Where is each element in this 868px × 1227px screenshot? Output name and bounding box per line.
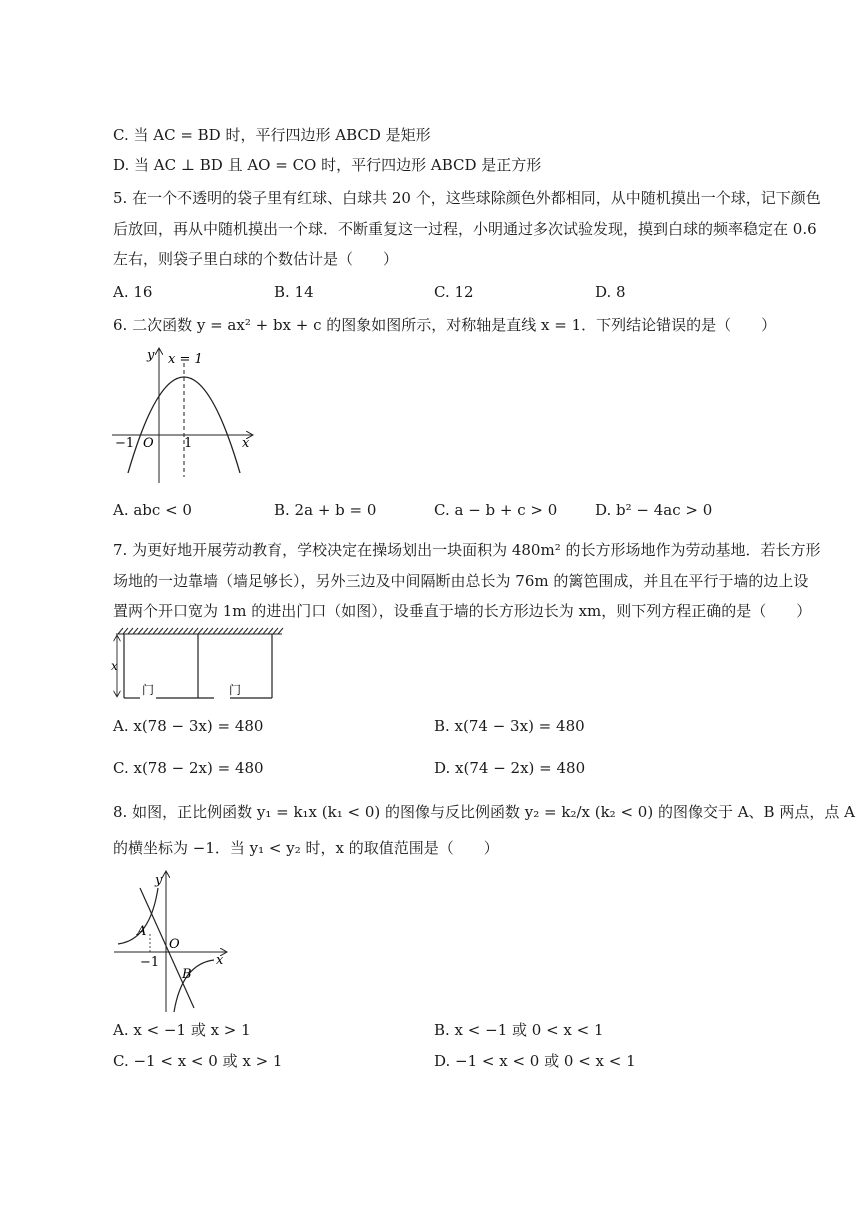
q7-hatch-mark bbox=[193, 628, 198, 634]
q7-text-line2: 场地的一边靠墙（墙足够长），另外三边及中间隔断由总长为 76m 的篱笆围成，并且在平行于墙的边上设 bbox=[113, 572, 809, 590]
q7-hatch-mark bbox=[148, 628, 153, 634]
q7-hatch-mark bbox=[183, 628, 188, 634]
q8-text-line2: 的横坐标为 −1．当 y₁ < y₂ 时，x 的取值范围是（ ） bbox=[113, 839, 499, 857]
q7-hatch-mark bbox=[133, 628, 138, 634]
q7-hatch-mark bbox=[263, 628, 268, 634]
q7-hatch-mark bbox=[253, 628, 258, 634]
q7-hatch-mark bbox=[168, 628, 173, 634]
q6-text: 6. 二次函数 y = ax² + bx + c 的图象如图所示，对称轴是直线 x = 1．下列结论错误的是（ ） bbox=[113, 316, 777, 334]
q7-hatch-mark bbox=[268, 628, 273, 634]
q5-option-a: A. 16 bbox=[113, 283, 153, 301]
q7-x-label: x bbox=[111, 659, 118, 673]
q6-neg-one-label: −1 bbox=[115, 436, 135, 451]
q8-y-label: y bbox=[155, 873, 163, 888]
q7-hatch-mark bbox=[213, 628, 218, 634]
q7-hatch-mark bbox=[228, 628, 233, 634]
q7-door1-label: 门 bbox=[142, 683, 155, 697]
q7-hatch-mark bbox=[203, 628, 208, 634]
q8-linear-line bbox=[140, 888, 194, 1008]
q7-hatch-mark bbox=[138, 628, 143, 634]
q7-hatch-mark bbox=[238, 628, 243, 634]
q7-hatch-mark bbox=[178, 628, 183, 634]
q7-hatch-mark bbox=[123, 628, 128, 634]
q7-hatch-mark bbox=[163, 628, 168, 634]
q8-point-b: B bbox=[182, 967, 192, 982]
q6-option-a: A. abc < 0 bbox=[113, 501, 192, 519]
q8-option-b: B. x < −1 或 0 < x < 1 bbox=[434, 1021, 604, 1039]
q7-hatch-mark bbox=[248, 628, 253, 634]
q7-option-a: A. x(78 − 3x) = 480 bbox=[113, 717, 264, 735]
q7-door2-label: 门 bbox=[229, 683, 242, 697]
q6-option-d: D. b² − 4ac > 0 bbox=[595, 501, 713, 519]
q5-option-c: C. 12 bbox=[434, 283, 474, 301]
q5-option-d: D. 8 bbox=[595, 283, 626, 301]
q7-hatch-mark bbox=[188, 628, 193, 634]
q7-hatch-mark bbox=[223, 628, 228, 634]
q8-hyperbola-right bbox=[174, 960, 214, 1012]
q7-hatch-mark bbox=[258, 628, 263, 634]
q7-hatch-mark bbox=[143, 628, 148, 634]
q4-option-d: D. 当 AC ⊥ BD 且 AO = CO 时，平行四边形 ABCD 是正方形 bbox=[113, 156, 542, 174]
q6-one-label: 1 bbox=[184, 436, 193, 451]
q7-enclosure-figure bbox=[110, 626, 290, 704]
q6-x-label: x bbox=[242, 436, 250, 451]
q7-option-d: D. x(74 − 2x) = 480 bbox=[434, 759, 586, 777]
q8-point-a: A bbox=[137, 924, 147, 939]
q6-option-b: B. 2a + b = 0 bbox=[274, 501, 377, 519]
q7-option-b: B. x(74 − 3x) = 480 bbox=[434, 717, 585, 735]
q5-option-b: B. 14 bbox=[274, 283, 314, 301]
q7-hatch-mark bbox=[158, 628, 163, 634]
q7-hatch-mark bbox=[153, 628, 158, 634]
q5-text-line2: 后放回，再从中随机摸出一个球．不断重复这一过程，小明通过多次试验发现，摸到白球的频率稳定在 0.6 bbox=[113, 220, 817, 238]
q8-option-d: D. −1 < x < 0 或 0 < x < 1 bbox=[434, 1052, 636, 1070]
q7-hatch-mark bbox=[218, 628, 223, 634]
q7-hatch-mark bbox=[278, 628, 283, 634]
q7-hatch-mark bbox=[273, 628, 278, 634]
q7-hatch-mark bbox=[233, 628, 238, 634]
q6-y-label: y bbox=[147, 348, 155, 363]
q6-origin-label: O bbox=[143, 436, 154, 451]
q8-text-line1: 8. 如图，正比例函数 y₁ = k₁x (k₁ < 0) 的图像与反比例函数 y₂ = k₂/x (k₂ < 0) 的图像交于 A、B 两点，点 A bbox=[113, 803, 855, 821]
q7-hatch-mark bbox=[243, 628, 248, 634]
q8-option-c: C. −1 < x < 0 或 x > 1 bbox=[113, 1052, 283, 1070]
q6-option-c: C. a − b + c > 0 bbox=[434, 501, 558, 519]
q7-hatch-mark bbox=[173, 628, 178, 634]
q6-axis-label: x = 1 bbox=[168, 352, 203, 367]
q7-text-line3: 置两个开口宽为 1m 的进出门口（如图），设垂直于墙的长方形边长为 xm，则下列方程正确的是（ ） bbox=[113, 602, 812, 620]
q8-option-a: A. x < −1 或 x > 1 bbox=[113, 1021, 251, 1039]
q8-x-label: x bbox=[216, 953, 224, 968]
q7-hatch-mark bbox=[118, 628, 123, 634]
q8-neg-one-label: −1 bbox=[140, 955, 160, 970]
q4-option-c: C. 当 AC = BD 时，平行四边形 ABCD 是矩形 bbox=[113, 126, 431, 144]
q6-parabola-figure bbox=[110, 345, 260, 485]
q7-hatch-mark bbox=[128, 628, 133, 634]
q5-text-line1: 5. 在一个不透明的袋子里有红球、白球共 20 个，这些球除颜色外都相同，从中随机摸出一个球，记下颜色 bbox=[113, 189, 821, 207]
q7-option-c: C. x(78 − 2x) = 480 bbox=[113, 759, 264, 777]
q7-hatch-mark bbox=[208, 628, 213, 634]
q8-origin-label: O bbox=[169, 937, 180, 952]
q7-text-line1: 7. 为更好地开展劳动教育，学校决定在操场划出一块面积为 480m² 的长方形场地作为劳动基地．若长方形 bbox=[113, 541, 821, 559]
q7-hatch-mark bbox=[198, 628, 203, 634]
q8-function-figure bbox=[110, 868, 235, 1016]
q5-text-line3: 左右，则袋子里白球的个数估计是（ ） bbox=[113, 250, 399, 268]
